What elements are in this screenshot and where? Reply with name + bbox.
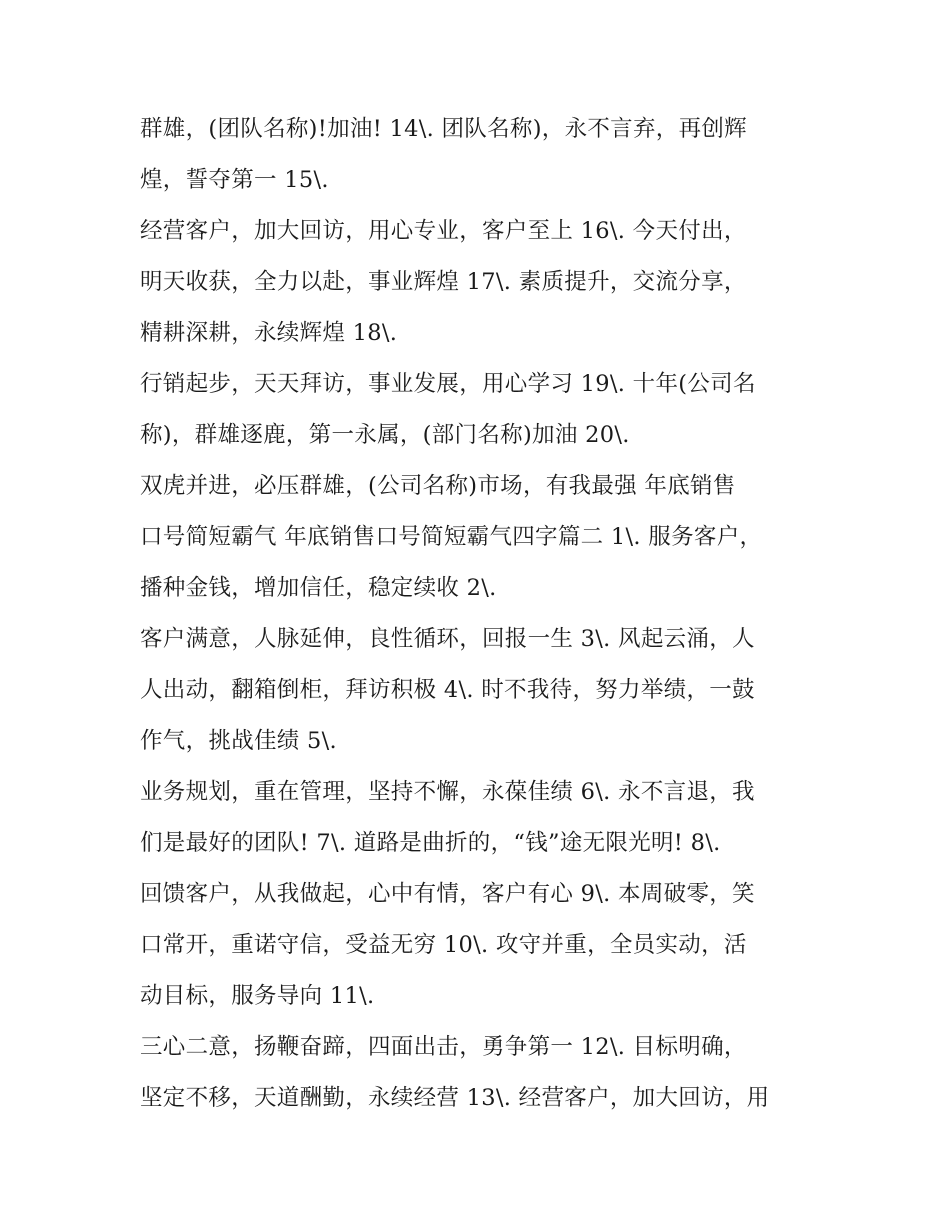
text-line: 人出动，翻箱倒柜，拜访积极 4\. 时不我待，努力举绩，一鼓 <box>140 677 755 703</box>
text-line: 业务规划，重在管理，坚持不懈，永葆佳绩 6\. 永不言退，我 <box>140 779 755 805</box>
text-line: 口常开，重诺守信，受益无穷 10\. 攻守并重，全员实动，活 <box>140 932 747 958</box>
text-line: 行销起步，天天拜访，事业发展，用心学习 19\. 十年(公司名 <box>140 371 756 397</box>
text-line: 双虎并进，必压群雄，(公司名称)市场，有我最强 年底销售 <box>140 473 736 499</box>
text-line: 经营客户，加大回访，用心专业，客户至上 16\. 今天付出， <box>140 218 747 244</box>
text-line: 客户满意，人脉延伸，良性循环，回报一生 3\. 风起云涌，人 <box>140 626 755 652</box>
text-line: 口号简短霸气 年底销售口号简短霸气四字篇二 1\. 服务客户， <box>140 524 763 550</box>
text-line: 精耕深耕，永续辉煌 18\. <box>140 320 398 346</box>
text-line: 回馈客户，从我做起，心中有情，客户有心 9\. 本周破零，笑 <box>140 881 755 907</box>
text-line: 动目标，服务导向 11\. <box>140 983 375 1009</box>
text-line: 明天收获，全力以赴，事业辉煌 17\. 素质提升，交流分享， <box>140 269 747 295</box>
text-line: 作气，挑战佳绩 5\. <box>140 728 338 754</box>
body-text <box>140 104 820 1124</box>
text-line: 坚定不移，天道酬勤，永续经营 13\. 经营客户，加大回访，用 <box>140 1085 770 1111</box>
text-line: 群雄，(团队名称)!加油! 14\. 团队名称)，永不言弃，再创辉 <box>140 116 747 142</box>
text-line: 称)，群雄逐鹿，第一永属，(部门名称)加油 20\. <box>140 422 630 448</box>
text-line: 三心二意，扬鞭奋蹄，四面出击，勇争第一 12\. 目标明确， <box>140 1034 747 1060</box>
text-line: 播种金钱，增加信任，稳定续收 2\. <box>140 575 497 601</box>
text-line: 煌，誓夺第一 15\. <box>140 167 329 193</box>
text-line: 们是最好的团队! 7\. 道路是曲折的，“钱”途无限光明! 8\. <box>140 830 721 856</box>
